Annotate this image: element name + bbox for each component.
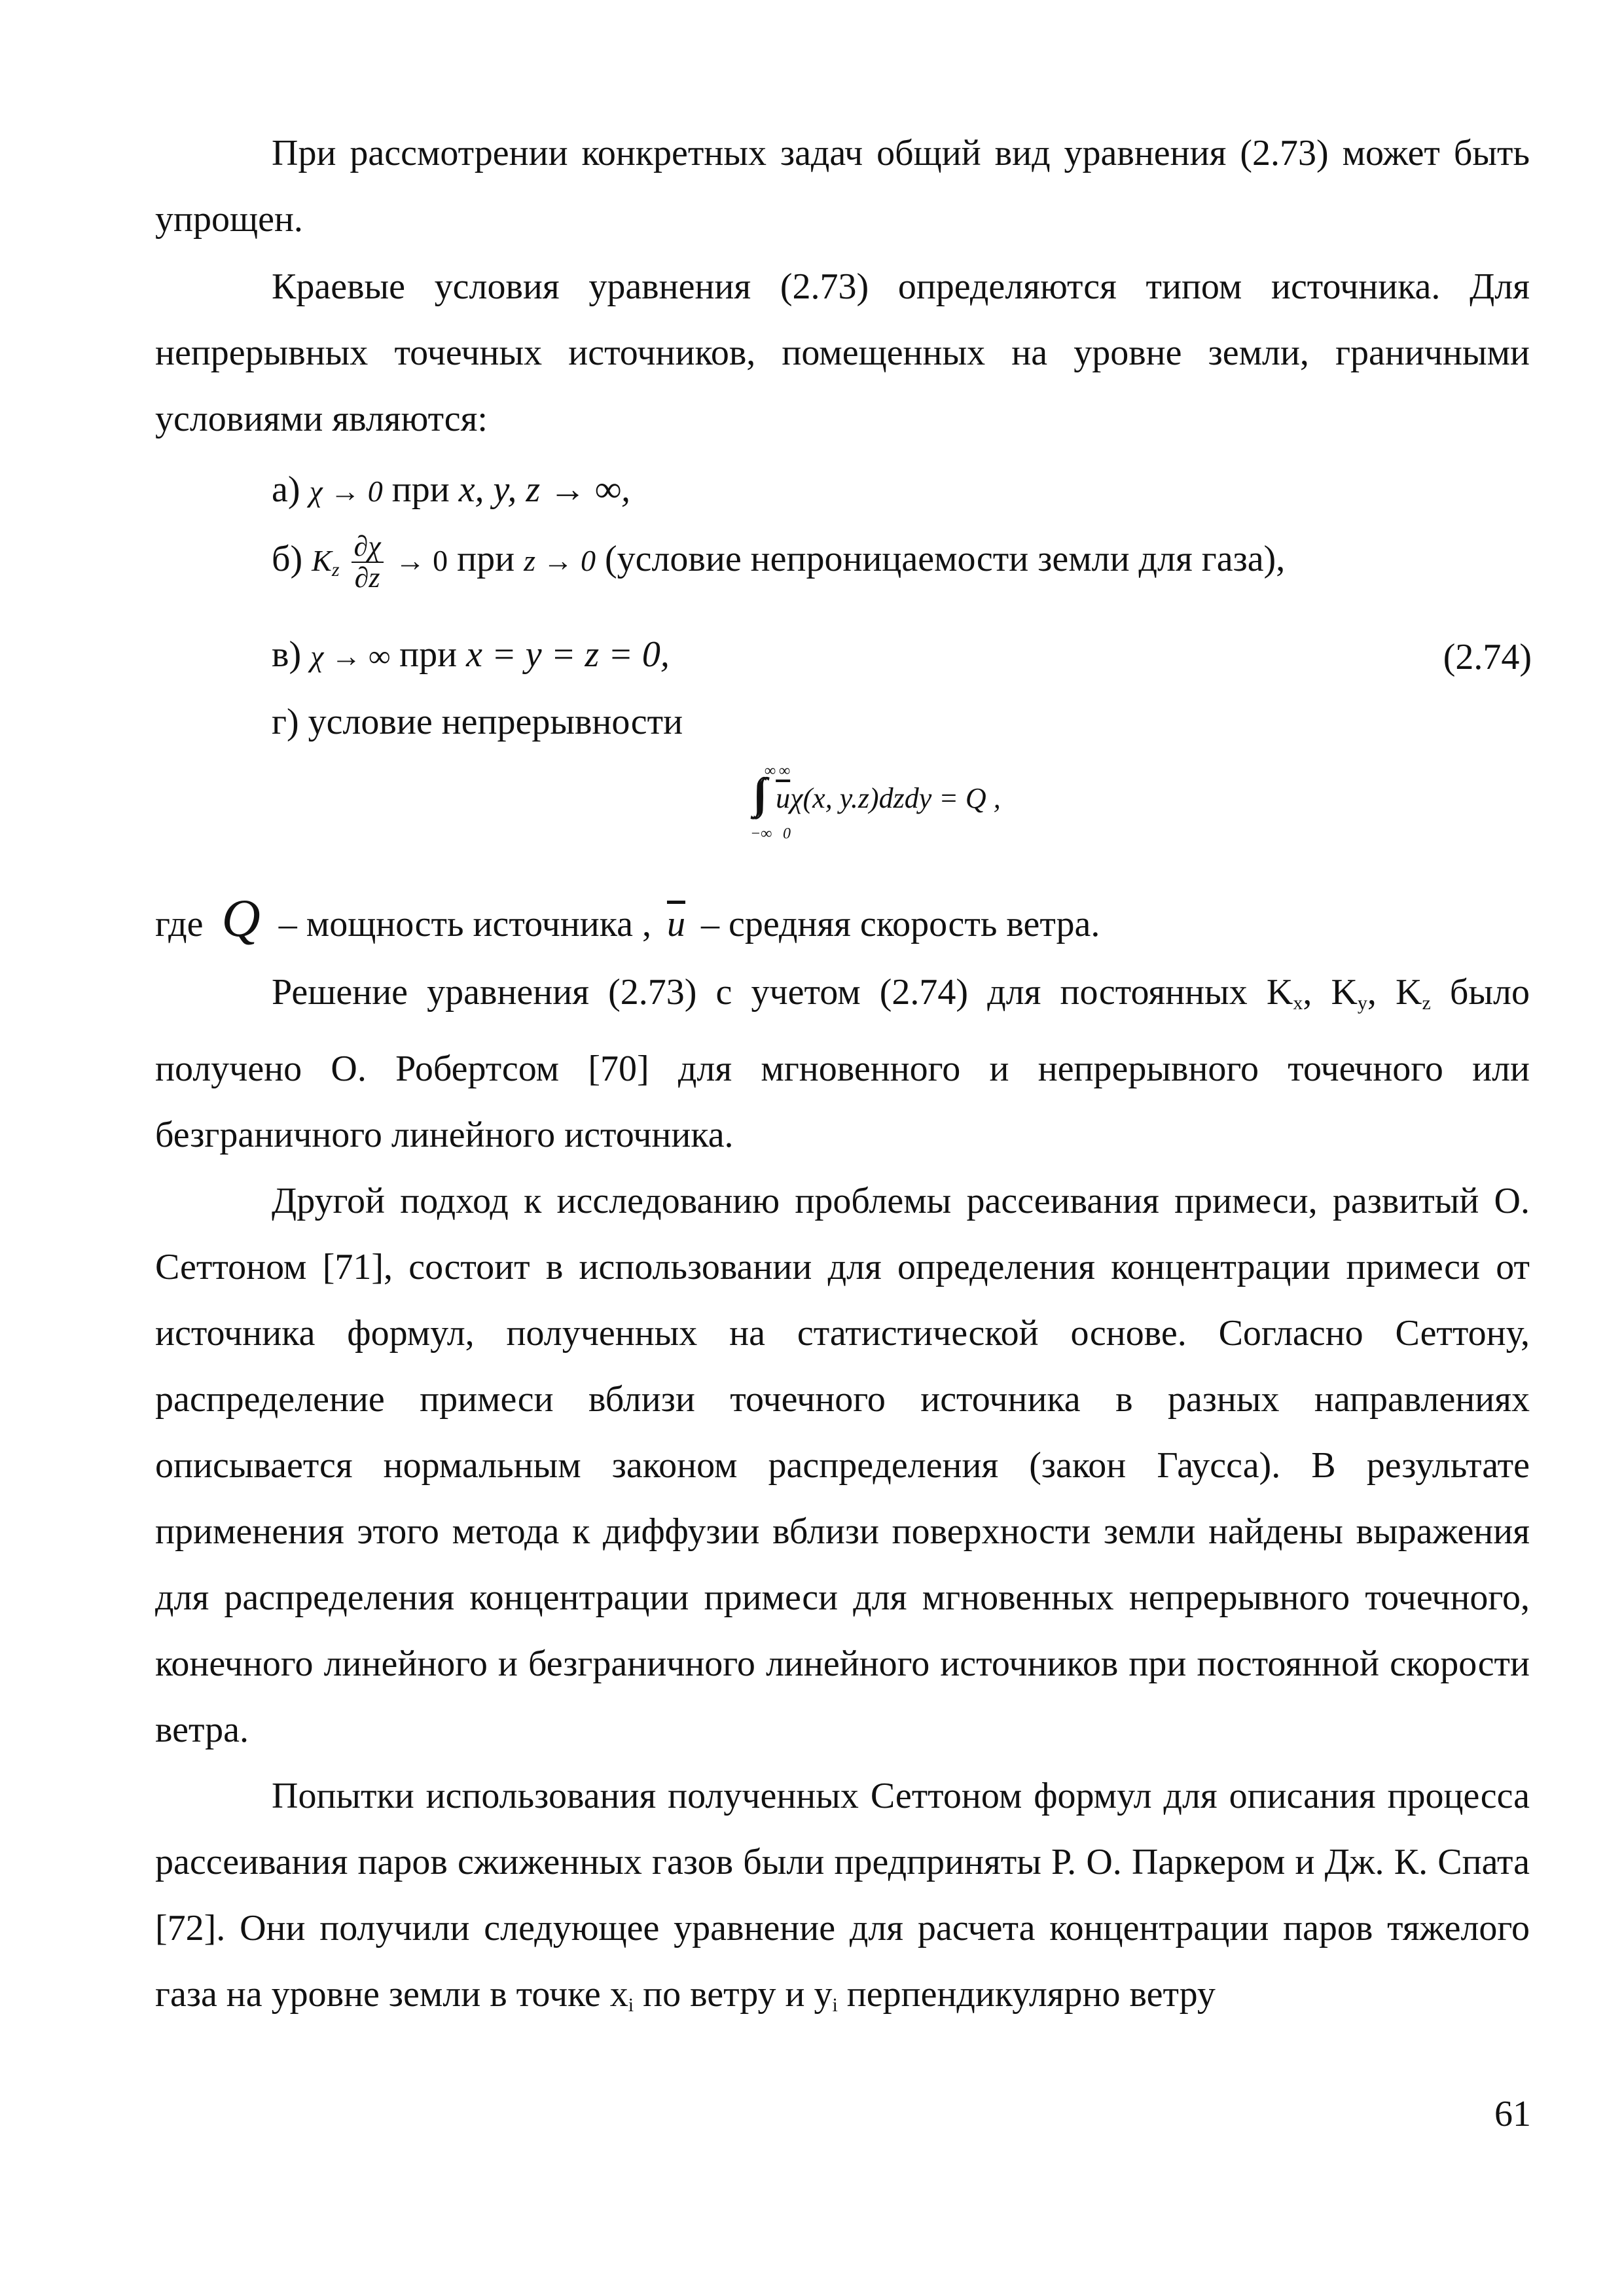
page-number: 61	[1494, 2094, 1531, 2134]
paragraph-3: Решение уравнения (2.73) с учетом (2.74) для постоянных $K_x$, $K_y$, $K_z$ было получено О. Робертсом [70] для мгновенного и непрерывного точечного или безграничного линейного источника.	[155, 972, 1530, 1155]
continuity-integral: ∞ ∞ ∫∫ $\overline{u}\chi(x$, y.z)dzdy = Q , −∞ 0	[750, 762, 1001, 842]
condition-b: б) $K_z$ $\frac{\partial\chi}{\partial z}$ → 0 при z → 0 (условие непроницаемости земли для газа),	[272, 530, 1286, 594]
source-power-symbol: Q	[221, 888, 261, 948]
condition-d: г) условие непрерывности	[272, 702, 683, 742]
condition-c: в) χ → ∞ при x = y = z = 0,	[272, 634, 670, 675]
paragraph-1: При рассмотрении конкретных задач общий вид уравнения (2.73) может быть упрощен. Краевые условия уравнения (2.73) определяются типом источника. Для непрерывных точечных источников, помещенных на уровне земли, граничными условиями являются:	[155, 120, 1530, 452]
condition-a: а) χ → 0 при x, y, z → ∞,	[272, 469, 631, 510]
body-text	[155, 960, 1530, 2038]
partial-derivative: $\frac{\partial\chi}{\partial z}$	[352, 531, 384, 593]
paragraph-5: Попытки использования полученных Сеттоном формул для описания процесса рассеивания паров сжиженных газов были предприняты Р. О. Паркером и Дж. К. Спата [72]. Они получили следующее уравнение для расчета концентрации паров тяжелого газа на уровне земли в точке $x_i$ по ветру и $y_i$ перпендикулярно ветру	[155, 1776, 1530, 2016]
paragraph-2: Краевые условия уравнения (2.73) определяются типом источника. Для непрерывных точечных источников, помещенных на уровне земли, граничными условиями являются:	[155, 266, 1530, 439]
equation-number: (2.74)	[1443, 637, 1532, 677]
wind-speed-symbol: $\overline{u}$	[666, 904, 685, 944]
paragraph-4: Другой подход к исследованию проблемы рассеивания примеси, развитый О. Сеттоном [71], состоит в использовании для определения концентрации примеси от источника формул, полученных на статистической основе. Согласно Сеттону, распределение примеси вблизи точечного источника в разных направлениях описывается нормальным законом распределения (закон Гаусса). В результате применения этого метода к диффузии вблизи поверхности земли найдены выражения для распределения концентрации примеси для мгновенных непрерывного точечного, конечного линейного и безграничного линейного источников при постоянной скорости ветра.	[155, 1181, 1530, 1750]
where-line: где Q – мощность источника , $\overline{u}$ – средняя скорость ветра.	[155, 888, 1100, 948]
